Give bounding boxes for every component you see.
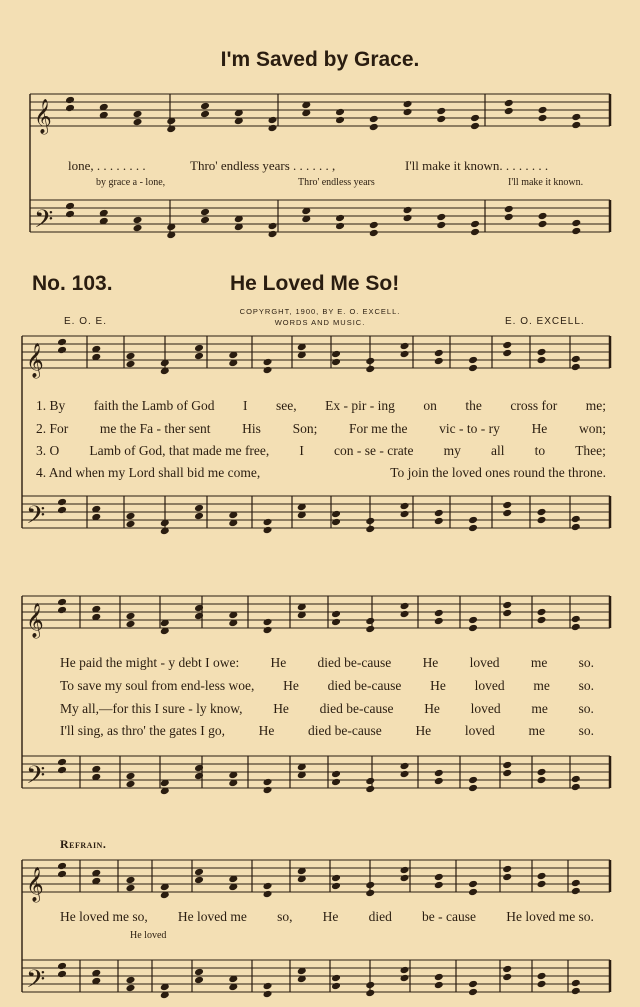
system-1-treble-note bbox=[537, 348, 547, 357]
clef-icon: 𝄢 bbox=[34, 205, 54, 240]
system-2-bass-note bbox=[400, 762, 410, 771]
system-1-bass-note bbox=[400, 510, 410, 519]
system-1-treble-note bbox=[263, 366, 273, 375]
copyright-line-2: WORDS AND MUSIC. bbox=[274, 318, 366, 327]
system-2-treble-note bbox=[400, 602, 410, 611]
verse-4-line-2: I'll sing, as thro' the gates I go, He died be-cause He loved me so. bbox=[60, 723, 594, 738]
system-1-bass-note bbox=[434, 517, 444, 526]
system-3-treble-note bbox=[57, 870, 67, 879]
system-3-treble-note bbox=[502, 873, 512, 882]
system-1-bass-note bbox=[400, 502, 410, 511]
system-2-treble-note bbox=[537, 608, 547, 617]
verse-3-line-2: My all,—for this I sure - ly know, He died be-cause He loved me so. bbox=[60, 701, 594, 716]
system-top-bass-note bbox=[436, 213, 446, 222]
system-1-bass-note bbox=[263, 518, 273, 527]
system-1-bass-note bbox=[263, 526, 273, 535]
verse-4-line-1: 4. And when my Lord shall bid me come, To join the loved ones round the throne. bbox=[36, 465, 606, 480]
top-bass-lyric-1: by grace a - lone, bbox=[96, 177, 166, 188]
system-top-treble-note bbox=[436, 115, 446, 124]
system-2-treble-note bbox=[468, 616, 478, 625]
system-1-bass-note bbox=[365, 525, 375, 534]
system-3-treble-note bbox=[263, 882, 273, 891]
system-1-treble-note bbox=[331, 350, 341, 359]
system-top-treble-note bbox=[65, 96, 75, 105]
system-1-bass-note bbox=[57, 498, 67, 507]
system-2-treble-note bbox=[571, 623, 581, 632]
system-2-treble-note bbox=[331, 618, 341, 627]
system-top-bass-note bbox=[538, 212, 548, 221]
system-top-treble-note bbox=[268, 116, 278, 125]
top-lyric-2: Thro' endless years . . . . . . , bbox=[190, 158, 336, 173]
system-1-treble-note bbox=[537, 356, 547, 365]
system-3-treble-note bbox=[365, 889, 375, 898]
system-top-treble-note bbox=[133, 110, 143, 119]
system-1-treble-note bbox=[365, 357, 375, 366]
system-2-bass-note bbox=[434, 769, 444, 778]
system-2-treble-note bbox=[57, 606, 67, 615]
system-3-bass-note bbox=[263, 982, 273, 991]
hymn-number: No. 103. bbox=[32, 272, 113, 295]
system-3-bass-note bbox=[571, 987, 581, 996]
system-3-bass-note bbox=[365, 981, 375, 990]
system-top-bass-note bbox=[470, 220, 480, 229]
verse-2-line-1: 2. For me the Fa - ther sent His Son; For me the vic - to - ry He won; bbox=[36, 421, 606, 436]
system-1-bass-note bbox=[331, 510, 341, 519]
system-top-bass-note bbox=[65, 210, 75, 219]
system-top-bass-note bbox=[65, 202, 75, 211]
system-top-treble-note bbox=[470, 114, 480, 123]
system-top-bass-note bbox=[335, 222, 345, 231]
system-3-treble-note bbox=[331, 882, 341, 891]
system-2-treble-note bbox=[400, 610, 410, 619]
system-3-bass-note bbox=[502, 965, 512, 974]
system-2-bass-note bbox=[468, 784, 478, 793]
system-1-bass-note bbox=[537, 508, 547, 517]
system-top-treble-note bbox=[65, 104, 75, 113]
system-top-treble-note bbox=[538, 106, 548, 115]
system-1-bass-note bbox=[468, 524, 478, 533]
system-top-treble-note bbox=[470, 122, 480, 131]
system-3-bass-note bbox=[468, 980, 478, 989]
system-top-bass-note bbox=[369, 221, 379, 230]
system-top-bass-note bbox=[200, 216, 210, 225]
system-3-bass-note bbox=[400, 974, 410, 983]
system-3-treble-note bbox=[537, 880, 547, 889]
system-top-bass-note bbox=[133, 216, 143, 225]
system-2-treble-note bbox=[434, 609, 444, 618]
system-top-treble-note bbox=[369, 115, 379, 124]
refrain-label: Refrain. bbox=[60, 837, 107, 851]
system-3-treble-note bbox=[126, 884, 136, 893]
system-1-treble-note bbox=[571, 363, 581, 372]
system-3-treble-note bbox=[571, 887, 581, 896]
system-top-bass-note bbox=[200, 208, 210, 217]
system-1-treble-note bbox=[194, 352, 204, 361]
system-1-treble-note bbox=[194, 344, 204, 353]
system-2-bass-note bbox=[400, 770, 410, 779]
clef-icon: 𝄞 bbox=[34, 99, 52, 134]
system-2-bass-note bbox=[126, 780, 136, 789]
system-3-bass-note bbox=[57, 962, 67, 971]
system-top-treble-note bbox=[200, 110, 210, 119]
music-credit: E. O. EXCELL. bbox=[505, 316, 585, 327]
system-top-bass-note bbox=[571, 227, 581, 236]
system-top-bass-note bbox=[470, 228, 480, 237]
system-3-treble-note bbox=[331, 874, 341, 883]
system-2-treble-note bbox=[502, 609, 512, 618]
verse-3-line-1: 3. O Lamb of God, that made me free, I con - se - crate my all to Thee; bbox=[36, 443, 606, 458]
clef-icon: 𝄞 bbox=[26, 603, 44, 638]
hymn-title: He Loved Me So! bbox=[230, 272, 400, 295]
system-3-treble-note bbox=[57, 862, 67, 871]
system-top-bass-note bbox=[504, 213, 514, 222]
system-1-treble-note bbox=[468, 356, 478, 365]
system-2-bass-note bbox=[365, 785, 375, 794]
clef-icon: 𝄢 bbox=[26, 965, 46, 1000]
system-1-treble-note bbox=[57, 346, 67, 355]
system-top-treble-note bbox=[403, 100, 413, 109]
clef-icon: 𝄢 bbox=[26, 501, 46, 536]
system-1-treble-note bbox=[400, 350, 410, 359]
top-bass-lyric-2: Thro' endless years bbox=[298, 177, 375, 188]
system-1-treble-note bbox=[468, 364, 478, 373]
system-top-treble-note bbox=[200, 102, 210, 111]
system-top-treble-note bbox=[369, 123, 379, 132]
system-2-bass-note bbox=[434, 777, 444, 786]
system-2-treble-note bbox=[502, 601, 512, 610]
system-3-bass-note bbox=[331, 974, 341, 983]
system-3-bass-note bbox=[194, 976, 204, 985]
system-top-bass-note bbox=[133, 224, 143, 233]
system-2-treble-note bbox=[365, 617, 375, 626]
system-1-bass-note bbox=[502, 501, 512, 510]
refrain-bass-lyric: He loved bbox=[130, 930, 167, 941]
system-3-bass-note bbox=[537, 980, 547, 989]
system-top-treble-note bbox=[571, 121, 581, 130]
system-2-treble-note bbox=[126, 620, 136, 629]
system-3-treble-note bbox=[400, 874, 410, 883]
system-2-bass-note bbox=[502, 769, 512, 778]
system-1-treble-note bbox=[331, 358, 341, 367]
system-2-bass-note bbox=[571, 775, 581, 784]
system-top-bass-note bbox=[403, 206, 413, 215]
refrain-lyric: He loved me so, He loved me so, He died be - cause He loved me so. bbox=[60, 909, 594, 924]
system-2-bass-note bbox=[468, 776, 478, 785]
system-top-bass-note bbox=[268, 222, 278, 231]
system-1-bass-note bbox=[502, 509, 512, 518]
system-3-treble-note bbox=[468, 880, 478, 889]
system-1-treble-note bbox=[434, 357, 444, 366]
system-1-bass-note bbox=[194, 512, 204, 521]
system-top-treble-note bbox=[133, 118, 143, 127]
system-top-bass-note bbox=[369, 229, 379, 238]
system-2-treble-note bbox=[126, 612, 136, 621]
system-2-bass-note bbox=[263, 786, 273, 795]
system-3-treble-note bbox=[263, 890, 273, 899]
system-2-bass-note bbox=[57, 758, 67, 767]
system-top-treble-note bbox=[335, 116, 345, 125]
system-top-treble-note bbox=[436, 107, 446, 116]
system-1-bass-note bbox=[571, 515, 581, 524]
system-1-treble-note bbox=[434, 349, 444, 358]
clef-icon: 𝄞 bbox=[26, 867, 44, 902]
system-2-treble-note bbox=[57, 598, 67, 607]
system-1-treble-note bbox=[400, 342, 410, 351]
system-top-bass-note bbox=[538, 220, 548, 229]
system-2-treble-note bbox=[263, 618, 273, 627]
system-3-bass-note bbox=[57, 970, 67, 979]
system-3-treble-note bbox=[468, 888, 478, 897]
system-1-treble-note bbox=[502, 341, 512, 350]
top-bass-lyric-3: I'll make it known. bbox=[508, 177, 584, 188]
system-3-treble-note bbox=[434, 881, 444, 890]
system-top-bass-note bbox=[571, 219, 581, 228]
system-3-bass-note bbox=[126, 976, 136, 985]
system-top-treble-note bbox=[504, 99, 514, 108]
verse-1-line-2: He paid the might - y debt I owe: He died be-cause He loved me so. bbox=[60, 655, 594, 670]
system-3-bass-note bbox=[434, 981, 444, 990]
system-3-treble-note bbox=[502, 865, 512, 874]
system-top-bass-note bbox=[403, 214, 413, 223]
system-1-bass-note bbox=[57, 506, 67, 515]
system-2-bass-note bbox=[537, 776, 547, 785]
system-1-treble-note bbox=[502, 349, 512, 358]
system-2-treble-note bbox=[365, 625, 375, 634]
system-3-bass-note bbox=[468, 988, 478, 997]
system-1-treble-note bbox=[365, 365, 375, 374]
system-2-treble-note bbox=[434, 617, 444, 626]
system-2-treble-note bbox=[468, 624, 478, 633]
system-1-bass-note bbox=[468, 516, 478, 525]
system-1-bass-note bbox=[571, 523, 581, 532]
system-3-bass-note bbox=[126, 984, 136, 993]
system-3-bass-note bbox=[434, 973, 444, 982]
system-top-bass-note bbox=[436, 221, 446, 230]
verse-1-line-1: 1. By faith the Lamb of God I see, Ex - pir - ing on the cross for me; bbox=[36, 398, 606, 413]
top-lyric-3: I'll make it known. . . . . . . . bbox=[405, 158, 549, 173]
system-top-treble-note bbox=[268, 124, 278, 133]
system-3-bass-note bbox=[502, 973, 512, 982]
system-2-bass-note bbox=[263, 778, 273, 787]
top-hymn-title: I'm Saved by Grace. bbox=[220, 48, 420, 71]
system-top-bass-note bbox=[504, 205, 514, 214]
system-3-bass-note bbox=[537, 972, 547, 981]
system-3-treble-note bbox=[365, 881, 375, 890]
system-3-bass-note bbox=[400, 966, 410, 975]
system-1-bass-note bbox=[434, 509, 444, 518]
system-top-treble-note bbox=[504, 107, 514, 116]
system-2-bass-note bbox=[365, 777, 375, 786]
system-top-treble-note bbox=[571, 113, 581, 122]
system-3-bass-note bbox=[365, 989, 375, 998]
system-1-treble-note bbox=[126, 352, 136, 361]
system-top-treble-note bbox=[538, 114, 548, 123]
system-3-bass-note bbox=[331, 982, 341, 991]
system-3-treble-note bbox=[571, 879, 581, 888]
system-2-bass-note bbox=[502, 761, 512, 770]
clef-icon: 𝄞 bbox=[26, 343, 44, 378]
system-top-bass-note bbox=[335, 214, 345, 223]
system-1-bass-note bbox=[537, 516, 547, 525]
system-top-treble-note bbox=[335, 108, 345, 117]
system-1-bass-note bbox=[126, 520, 136, 529]
system-2-treble-note bbox=[331, 610, 341, 619]
system-2-bass-note bbox=[331, 770, 341, 779]
system-3-bass-note bbox=[194, 968, 204, 977]
copyright-line-1: COPYRGHT, 1900, BY E. O. EXCELL. bbox=[239, 307, 401, 316]
system-1-treble-note bbox=[263, 358, 273, 367]
system-1-bass-note bbox=[331, 518, 341, 527]
system-3-treble-note bbox=[126, 876, 136, 885]
system-1-treble-note bbox=[571, 355, 581, 364]
system-top-treble-note bbox=[403, 108, 413, 117]
top-lyric-1: lone, . . . . . . . . bbox=[68, 158, 146, 173]
system-2-bass-note bbox=[537, 768, 547, 777]
system-3-treble-note bbox=[400, 866, 410, 875]
system-top-bass-note bbox=[268, 230, 278, 239]
system-1-treble-note bbox=[57, 338, 67, 347]
system-1-bass-note bbox=[126, 512, 136, 521]
system-2-treble-note bbox=[263, 626, 273, 635]
system-2-bass-note bbox=[57, 766, 67, 775]
system-3-treble-note bbox=[434, 873, 444, 882]
system-1-bass-note bbox=[365, 517, 375, 526]
clef-icon: 𝄢 bbox=[26, 761, 46, 796]
system-2-bass-note bbox=[126, 772, 136, 781]
system-2-bass-note bbox=[331, 778, 341, 787]
system-3-bass-note bbox=[263, 990, 273, 999]
verse-2-line-2: To save my soul from end-less woe, He died be-cause He loved me so. bbox=[60, 678, 594, 693]
system-2-bass-note bbox=[571, 783, 581, 792]
system-3-treble-note bbox=[194, 868, 204, 877]
system-3-treble-note bbox=[537, 872, 547, 881]
system-3-treble-note bbox=[194, 876, 204, 885]
system-1-treble-note bbox=[126, 360, 136, 369]
system-2-treble-note bbox=[571, 615, 581, 624]
system-2-treble-note bbox=[537, 616, 547, 625]
words-credit: E. O. E. bbox=[64, 316, 108, 327]
system-3-bass-note bbox=[571, 979, 581, 988]
system-1-bass-note bbox=[194, 504, 204, 513]
